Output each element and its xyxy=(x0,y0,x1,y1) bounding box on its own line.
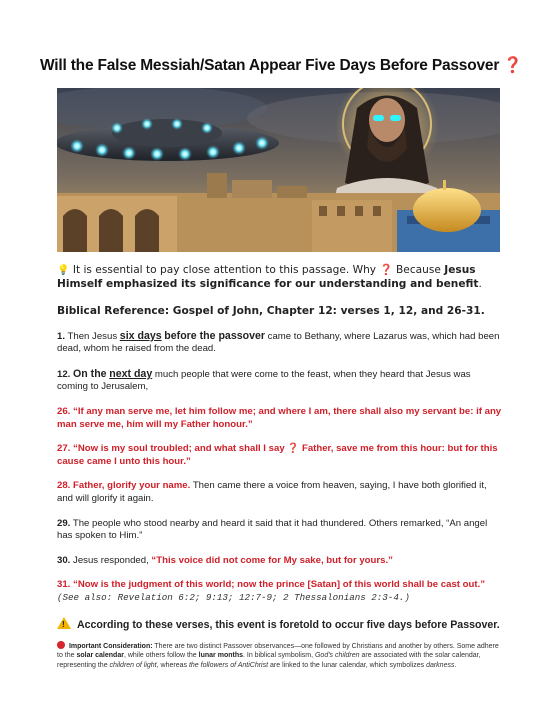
note-italic: children of light xyxy=(109,661,157,669)
intro-text: It is essential to pay close attention to this passage. Why xyxy=(72,264,377,276)
intro-paragraph xyxy=(57,264,503,291)
warning-icon xyxy=(57,617,71,629)
verse-31 xyxy=(57,579,503,604)
verse-30 xyxy=(57,555,503,568)
page-title xyxy=(40,56,523,75)
question-mark-icon: ❓ xyxy=(379,264,393,276)
note-text: There are two distinct Passover observances—one followed by Christians and another by others. Some adhere to the xyxy=(57,643,499,660)
verse-12 xyxy=(57,368,503,394)
note-emphasis: solar calendar xyxy=(76,652,124,660)
verse-1 xyxy=(57,330,503,356)
note-text: are associated with the solar calendar, representing the xyxy=(57,652,481,669)
verse-text: The people who stood nearby and heard it said that it had thundered. Others remarked, “An angel has spoken to Him.” xyxy=(57,517,488,542)
important-note xyxy=(57,641,503,670)
verse-emphasis: next day xyxy=(109,367,153,380)
verse-number: 28. xyxy=(57,480,71,492)
verse-26 xyxy=(57,406,503,431)
intro-end: . xyxy=(478,277,482,290)
note-italic: darkness xyxy=(426,661,455,669)
title-text: Will the False Messiah/Satan Appear Five Days Before Passover xyxy=(40,57,500,74)
verse-number: 1. xyxy=(57,330,66,342)
verse-29 xyxy=(57,518,503,543)
warning-text: According to these verses, this event is foretold to occur five days before Passover. xyxy=(77,618,500,631)
note-label: Important Consideration: xyxy=(68,643,153,651)
note-text: . xyxy=(454,661,457,669)
verse-28 xyxy=(57,480,503,505)
note-emphasis: lunar months xyxy=(198,652,243,660)
verse-quote: Father, glorify your name. xyxy=(73,480,191,492)
verse-text: Then came there a voice from heaven, saying, I have both glorified it, and will glorify it again. xyxy=(57,480,487,504)
verse-number: 27. xyxy=(57,443,71,455)
verse-quote: Father, save me from this hour: but for this cause came I unto this hour.” xyxy=(57,443,498,467)
hero-illustration xyxy=(57,88,500,252)
verse-text: Then Jesus xyxy=(67,330,118,342)
note-text: , while others follow the xyxy=(123,652,197,660)
verse-quote: “If any man serve me, let him follow me; and where I am, there shall also my servant be: if any man serve me, him will my Father honour.” xyxy=(57,405,502,430)
note-text: are linked to the lunar calendar, which symbolizes xyxy=(270,661,425,669)
verse-text: came to Bethany, where Lazarus was, which had been dead, whom he raised from the dead. xyxy=(57,330,500,355)
note-italic: God's children xyxy=(314,652,360,660)
verse-number: 12. xyxy=(57,368,71,380)
verse-number: 30. xyxy=(57,554,71,566)
document-body xyxy=(57,264,503,670)
note-italic: the followers of AntiChrist xyxy=(188,661,269,669)
warning-line xyxy=(57,617,503,632)
question-mark-icon: ❓ xyxy=(503,57,523,74)
verse-quote: “This voice did not come for My sake, but for yours.” xyxy=(151,554,393,566)
ufo-messiah-jerusalem-illustration xyxy=(57,88,500,252)
verse-emphasis: On the xyxy=(73,367,107,380)
note-text: , whereas xyxy=(156,661,187,669)
note-text: . In biblical symbolism, xyxy=(243,652,314,660)
verse-text: Jesus responded, xyxy=(73,554,149,566)
intro-because: Because xyxy=(396,264,441,276)
verse-number: 31. xyxy=(57,579,71,591)
verse-quote: “Now is my soul troubled; and what shall I say xyxy=(73,443,285,455)
lightbulb-icon: 💡 xyxy=(57,265,70,276)
question-mark-icon: ❓ xyxy=(287,443,300,455)
verse-text: much people that were come to the feast, when they heard that Jesus was coming to Jerusalem, xyxy=(57,368,471,393)
verse-quote: “Now is the judgment of this world; now the prince [Satan] of this world shall be cast out.” xyxy=(73,579,486,591)
biblical-reference: Biblical Reference: Gospel of John, Chapter 12: verses 1, 12, and 26-31. xyxy=(57,305,485,317)
verse-27 xyxy=(57,443,503,468)
verse-emphasis: six days xyxy=(119,329,162,342)
verse-number: 26. xyxy=(57,405,71,417)
verse-number: 29. xyxy=(57,517,71,529)
cross-reference: (See also: Revelation 6:2; 9:13; 12:7-9; 2 Thessalonians 2:3-4.) xyxy=(57,591,410,603)
intro-emphasis: Jesus Himself emphasized its significance for our understanding and benefit xyxy=(57,264,479,290)
verse-emphasis: before the passover xyxy=(164,329,265,342)
red-circle-icon xyxy=(57,641,65,649)
